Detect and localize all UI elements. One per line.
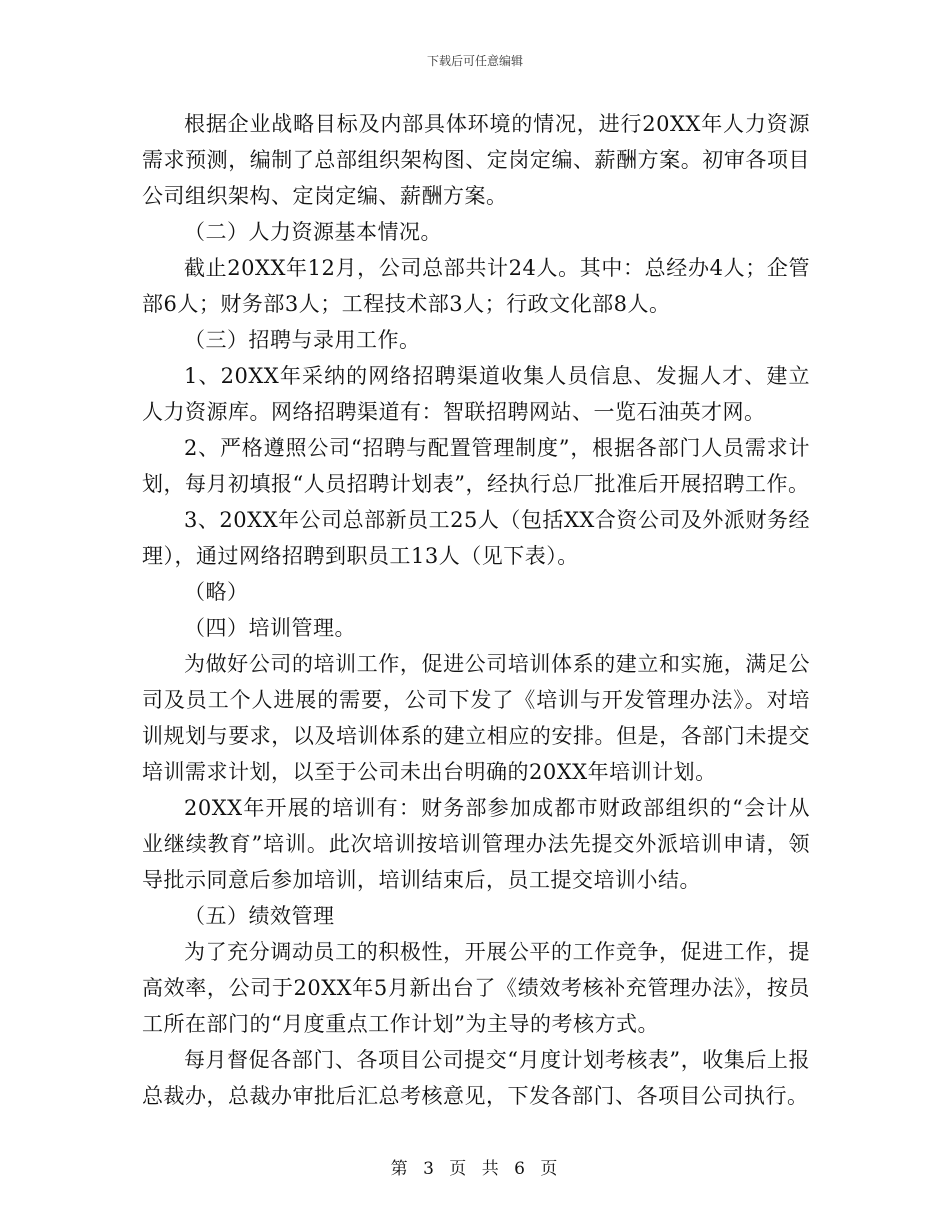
paragraph-training-activities: 20XX年开展的培训有：财务部参加成都市财政部组织的“会计从业继续教育”培训。此次培训按培训管理办法先提交外派培训申请，领导批示同意后参加培训，培训结束后，员工提交培训小结。 bbox=[142, 796, 810, 892]
paragraph-recruitment-1: 1、20XX年采纳的网络招聘渠道收集人员信息、发掘人才、建立人力资源库。网络招聘渠道有：智联招聘网站、一览石油英才网。 bbox=[142, 364, 810, 424]
paragraph-performance-process: 每月督促各部门、各项目公司提交“月度计划考核表”，收集后上报总裁办，总裁办审批后汇总考核意见，下发各部门、各项目公司执行。 bbox=[142, 1048, 810, 1108]
document-body bbox=[142, 106, 810, 1114]
heading-recruitment: （三）招聘与录用工作。 bbox=[184, 328, 421, 352]
paragraph-recruitment-2: 2、严格遵照公司“招聘与配置管理制度”，根据各部门人员需求计划，每月初填报“人员招聘计划表”，经执行总厂批准后开展招聘工作。 bbox=[142, 436, 810, 496]
paragraph-headcount: 截止20XX年12月，公司总部共计24人。其中：总经办4人；企管部6人；财务部3人；工程技术部3人；行政文化部8人。 bbox=[142, 256, 810, 316]
paragraph-omitted: （略） bbox=[184, 580, 249, 604]
paragraph-training-policy: 为做好公司的培训工作，促进公司培训体系的建立和实施，满足公司及员工个人进展的需要，公司下发了《培训与开发管理办法》。对培训规划与要求，以及培训体系的建立相应的安排。但是，各部门未提交培训需求计划，以至于公司未出台明确的20XX年培训计划。 bbox=[142, 652, 810, 784]
heading-performance: （五）绩效管理 bbox=[184, 904, 335, 928]
page-number-footer: 第 3 页 共 6 页 bbox=[390, 1159, 560, 1179]
heading-hr-basics: （二）人力资源基本情况。 bbox=[184, 220, 442, 244]
paragraph-recruitment-3: 3、20XX年公司总部新员工25人（包括XX合资公司及外派财务经理），通过网络招聘到职员工13人（见下表）。 bbox=[142, 508, 810, 568]
heading-training: （四）培训管理。 bbox=[184, 616, 356, 640]
paragraph-performance-policy: 为了充分调动员工的积极性，开展公平的工作竞争，促进工作，提高效率，公司于20XX年5月新出台了《绩效考核补充管理办法》，按员工所在部门的“月度重点工作计划”为主导的考核方式。 bbox=[142, 940, 810, 1036]
paragraph-planning: 根据企业战略目标及内部具体环境的情况，进行20XX年人力资源需求预测，编制了总部组织架构图、定岗定编、薪酬方案。初审各项目公司组织架构、定岗定编、薪酬方案。 bbox=[142, 112, 810, 208]
page-header: 下载后可任意编辑 bbox=[426, 54, 523, 68]
